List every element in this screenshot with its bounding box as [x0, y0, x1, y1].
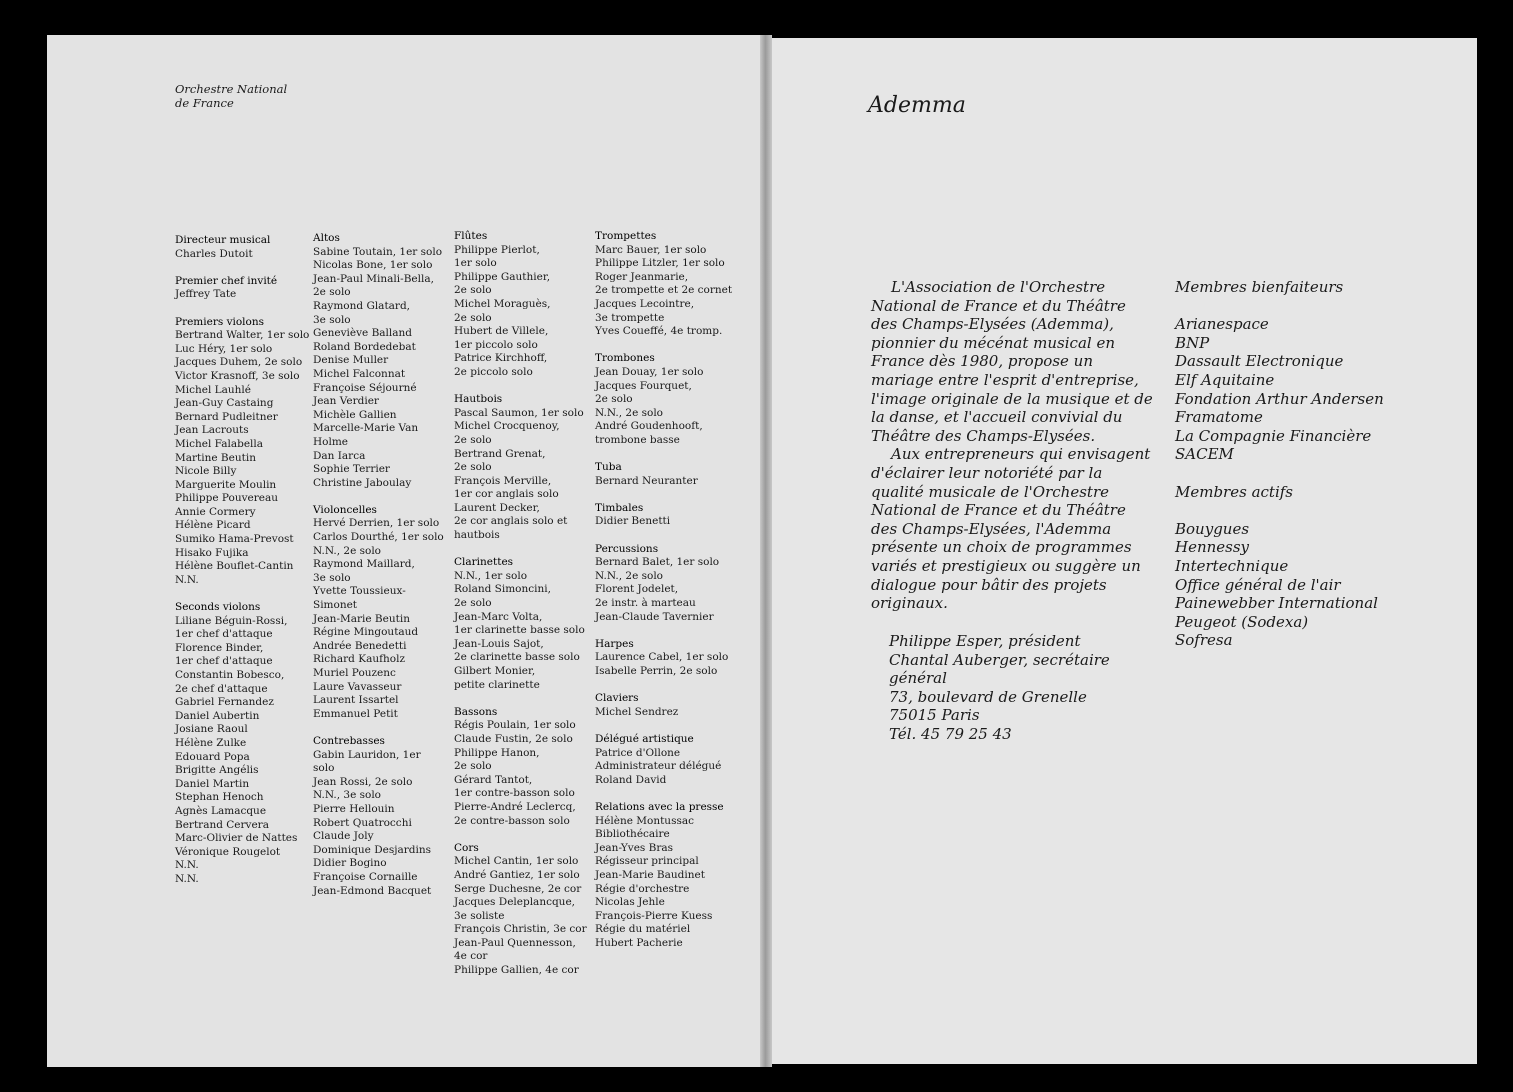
- roster-column-3: [454, 230, 587, 978]
- roster-entry: Jean-Paul Minali-Bella,: [313, 272, 434, 285]
- member-name: Peugeot (Sodexa): [1175, 612, 1309, 631]
- roster-entry: Luc Héry, 1er solo: [175, 342, 273, 355]
- section-heading: Harpes: [595, 637, 634, 650]
- roster-entry: 2e trompette et 2e cornet: [595, 284, 733, 297]
- roster-entry: Jean-Claude Tavernier: [595, 610, 714, 623]
- roster-entry: Richard Kaufholz: [313, 653, 405, 666]
- roster-entry: Roland Bordedebat: [313, 340, 416, 353]
- contact-line: Tél. 45 79 25 43: [889, 724, 1012, 743]
- roster-section: [313, 735, 444, 898]
- roster-entry: François Merville,: [454, 474, 552, 487]
- roster-entry: Régie d'orchestre: [595, 882, 690, 895]
- roster-section: [454, 842, 587, 978]
- roster-entry: Philippe Pierlot,: [454, 243, 540, 256]
- roster-entry: Claude Joly: [313, 830, 374, 843]
- section-heading: Hautbois: [454, 393, 503, 406]
- roster-entry: Jean-Marc Volta,: [454, 610, 543, 623]
- roster-entry: Christine Jaboulay: [313, 476, 412, 489]
- roster-entry: Daniel Martin: [175, 777, 250, 790]
- roster-entry: 1er solo: [454, 257, 497, 270]
- roster-entry: Véronique Rougelot: [175, 845, 281, 858]
- roster-entry: Annie Cormery: [175, 505, 256, 518]
- roster-entry: Régie du matériel: [595, 923, 691, 936]
- roster-entry: Nicole Billy: [175, 465, 237, 478]
- section-heading: Violoncelles: [313, 503, 377, 516]
- section-heading: Premier chef invité: [175, 274, 278, 287]
- roster-entry: Hélène Montussac: [595, 814, 694, 827]
- members-list: [1175, 278, 1384, 650]
- roster-entry: Jean-Yves Bras: [595, 841, 674, 854]
- roster-entry: Régine Mingoutaud: [313, 626, 419, 639]
- roster-entry: Yves Coueffé, 4e tromp.: [595, 325, 723, 338]
- roster-entry: Victor Krasnoff, 3e solo: [175, 369, 300, 382]
- roster-entry: Holme: [313, 435, 349, 448]
- section-heading: Contrebasses: [313, 734, 385, 747]
- roster-entry: Gilbert Monier,: [454, 665, 536, 677]
- roster-entry: 1er piccolo solo: [454, 338, 538, 351]
- roster-entry: Laurent Decker,: [454, 501, 540, 514]
- section-heading: Délégué artistique: [595, 732, 694, 745]
- section-heading: Percussions: [595, 542, 659, 555]
- roster-entry: Geneviève Balland: [313, 327, 413, 340]
- roster-section: [595, 801, 732, 951]
- roster-entry: hautbois: [454, 529, 500, 542]
- roster-entry: Jean Rossi, 2e solo: [313, 775, 413, 788]
- section-heading: Claviers: [595, 692, 639, 705]
- roster-entry: Pierre-André Leclercq,: [454, 800, 576, 813]
- roster-entry: solo: [313, 762, 335, 775]
- roster-entry: André Goudenhooft,: [595, 420, 703, 433]
- roster-section: [595, 638, 732, 679]
- roster-entry: Jean-Marie Baudinet: [595, 868, 705, 881]
- section-heading: Directeur musical: [175, 234, 271, 246]
- roster-entry: Jean-Edmond Bacquet: [313, 884, 432, 897]
- roster-entry: Sumiko Hama-Prevost: [175, 533, 294, 546]
- roster-entry: Muriel Pouzenc: [313, 667, 396, 679]
- member-group: [1175, 278, 1384, 464]
- roster-section: [595, 461, 732, 488]
- roster-entry: Michel Lauhlé: [175, 383, 251, 396]
- roster-column-2: [313, 232, 444, 898]
- section-heading: Seconds violons: [175, 601, 261, 614]
- roster-entry: 2e solo: [595, 393, 633, 406]
- roster-section: [454, 556, 587, 692]
- roster-entry: 2e solo: [454, 760, 492, 773]
- roster-section: [595, 733, 732, 787]
- contact-line: Philippe Esper, président: [889, 632, 1081, 650]
- roster-entry: Jacques Fourquet,: [595, 379, 692, 392]
- header-line: Orchestre National: [175, 82, 288, 96]
- roster-entry: Philippe Hanon,: [454, 746, 540, 759]
- roster-section: [454, 393, 587, 543]
- roster-entry: petite clarinette: [454, 678, 540, 691]
- roster-section: [595, 543, 732, 625]
- section-heading: Trombones: [595, 352, 655, 365]
- roster-entry: Florence Binder,: [175, 641, 264, 654]
- roster-entry: 2e piccolo solo: [454, 365, 533, 378]
- roster-entry: N.N., 3e solo: [313, 789, 382, 802]
- intro-paragraph: Aux entrepreneurs qui envisagent d'éclairer leur notoriété par la qualité musicale de l'Orchestre National de France et du Théâtre des Champs-Elysées, l'Ademma présente un choix de programmes variés et prestigieux ou suggère un dialogue pour bâtir des projets originaux.: [871, 445, 1151, 613]
- roster-entry: Françoise Cornaille: [313, 870, 418, 883]
- member-group-heading: Membres actifs: [1175, 482, 1293, 501]
- roster-entry: 2e solo: [454, 433, 492, 446]
- roster-entry: 4e cor: [454, 950, 488, 963]
- roster-entry: Hélène Picard: [175, 519, 251, 532]
- roster-section: [595, 502, 732, 529]
- roster-entry: Raymond Glatard,: [313, 299, 411, 312]
- roster-entry: Hubert de Villele,: [454, 325, 549, 338]
- roster-entry: Jean Douay, 1er solo: [595, 365, 704, 378]
- section-heading: Altos: [313, 232, 340, 244]
- roster-entry: Bertrand Cervera: [175, 818, 269, 831]
- roster-entry: 2e instr. à marteau: [595, 597, 696, 610]
- roster-entry: Roland David: [595, 773, 667, 786]
- roster-entry: Didier Bogino: [313, 857, 387, 870]
- section-heading: Tuba: [595, 461, 622, 474]
- intro-paragraph: L'Association de l'Orchestre National de France et du Théâtre des Champs-Elysées (Ademma), pionnier du mécénat musical en France dès 1980, propose un mariage entre l'esprit d'entreprise, l'image originale de la musique et de la danse, et l'accueil convivial du Théâtre des Champs-Elysées.: [871, 278, 1153, 445]
- roster-entry: 1er chef d'attaque: [175, 655, 273, 668]
- member-name: Arianespace: [1175, 315, 1269, 334]
- roster-entry: Laurence Cabel, 1er solo: [595, 651, 729, 664]
- roster-entry: 1er chef d'attaque: [175, 628, 273, 641]
- roster-entry: Philippe Pouvereau: [175, 492, 279, 505]
- roster-entry: 1er contre-basson solo: [454, 787, 575, 800]
- roster-entry: N.N.: [175, 573, 199, 586]
- member-group: [1175, 483, 1384, 650]
- roster-section: [454, 706, 587, 828]
- roster-section: [175, 601, 309, 886]
- roster-entry: Liliane Béguin-Rossi,: [175, 614, 288, 627]
- roster-entry: Stephan Henoch: [175, 791, 264, 804]
- orchestra-header-title: [175, 82, 287, 110]
- ademma-title: Ademma: [868, 93, 966, 118]
- roster-entry: Bibliothécaire: [595, 828, 670, 841]
- header-line: de France: [175, 96, 234, 110]
- roster-entry: Edouard Popa: [175, 750, 250, 763]
- roster-entry: Jacques Duhem, 2e solo: [175, 356, 303, 369]
- roster-entry: Laure Vavasseur: [313, 680, 402, 693]
- roster-entry: Jean-Guy Castaing: [175, 397, 274, 410]
- roster-entry: Françoise Séjourné: [313, 381, 417, 394]
- roster-entry: 3e trompette: [595, 311, 665, 324]
- roster-entry: Isabelle Perrin, 2e solo: [595, 665, 718, 677]
- roster-entry: 2e cor anglais solo et: [454, 515, 568, 528]
- roster-entry: Jean-Paul Quennesson,: [454, 936, 576, 949]
- roster-entry: Gabriel Fernandez: [175, 696, 274, 709]
- roster-entry: Roland Simoncini,: [454, 583, 551, 596]
- roster-entry: Jacques Lecointre,: [595, 297, 695, 310]
- member-name: La Compagnie Financière: [1175, 426, 1372, 445]
- roster-entry: Yvette Toussieux-: [313, 585, 406, 598]
- roster-entry: 2e solo: [454, 284, 492, 297]
- member-name: Office général de l'air: [1175, 575, 1341, 594]
- roster-entry: Raymond Maillard,: [313, 558, 415, 571]
- roster-entry: 3e solo: [313, 571, 351, 584]
- roster-section: [313, 504, 444, 722]
- section-heading: Bassons: [454, 705, 498, 718]
- roster-section: [454, 230, 587, 380]
- roster-entry: Emmanuel Petit: [313, 707, 398, 720]
- roster-entry: N.N., 2e solo: [595, 406, 664, 419]
- roster-entry: Bernard Neuranter: [595, 474, 698, 487]
- section-heading: Timbales: [595, 501, 644, 514]
- roster-section: [313, 232, 444, 490]
- member-name: Intertechnique: [1175, 556, 1289, 575]
- roster-entry: Jacques Deleplancque,: [454, 896, 575, 909]
- roster-entry: Philippe Gauthier,: [454, 270, 551, 283]
- roster-entry: Marguerite Moulin: [175, 478, 277, 491]
- ademma-intro: [871, 278, 1156, 613]
- roster-column-4: [595, 230, 732, 950]
- roster-entry: Patrice Kirchhoff,: [454, 352, 548, 365]
- roster-section: [175, 234, 309, 261]
- roster-entry: N.N., 1er solo: [454, 569, 528, 582]
- roster-entry: Régisseur principal: [595, 855, 699, 868]
- roster-entry: Philippe Gallien, 4e cor: [454, 964, 579, 977]
- roster-entry: Bertrand Grenat,: [454, 447, 546, 460]
- section-heading: Trompettes: [595, 230, 657, 242]
- contact-block: [889, 632, 1110, 744]
- roster-entry: Andrée Benedetti: [313, 639, 407, 652]
- section-heading: Relations avec la presse: [595, 800, 724, 813]
- roster-section: [175, 275, 309, 302]
- roster-entry: 2e chef d'attaque: [175, 682, 268, 695]
- roster-entry: Marc-Olivier de Nattes: [175, 832, 298, 845]
- roster-entry: Régis Poulain, 1er solo: [454, 719, 576, 732]
- roster-entry: 3e soliste: [454, 909, 505, 922]
- roster-entry: Michel Sendrez: [595, 705, 679, 718]
- roster-entry: Robert Quatrocchi: [313, 816, 412, 829]
- roster-section: [595, 230, 732, 339]
- roster-entry: Laurent Issartel: [313, 694, 399, 707]
- roster-entry: Serge Duchesne, 2e cor: [454, 882, 582, 895]
- roster-entry: Dan Iarca: [313, 449, 366, 462]
- roster-entry: Sabine Toutain, 1er solo: [313, 245, 443, 258]
- member-name: SACEM: [1175, 445, 1234, 464]
- roster-entry: Nicolas Jehle: [595, 896, 665, 909]
- member-name: Fondation Arthur Andersen: [1175, 389, 1384, 408]
- member-group-heading: Membres bienfaiteurs: [1175, 278, 1344, 296]
- roster-entry: Gabin Lauridon, 1er: [313, 748, 421, 761]
- roster-entry: 2e solo: [454, 311, 492, 324]
- roster-entry: Administrateur délégué: [595, 760, 722, 773]
- roster-entry: Marc Bauer, 1er solo: [595, 243, 707, 256]
- roster-entry: Jean Verdier: [313, 395, 379, 408]
- roster-entry: 2e clarinette basse solo: [454, 651, 580, 664]
- section-heading: Flûtes: [454, 230, 488, 242]
- roster-entry: François Christin, 3e cor: [454, 923, 587, 936]
- member-name: BNP: [1175, 333, 1210, 352]
- roster-entry: N.N., 2e solo: [313, 544, 382, 557]
- roster-entry: Michel Falabella: [175, 437, 264, 450]
- roster-entry: N.N., 2e solo: [595, 569, 664, 582]
- roster-entry: Simonet: [313, 599, 358, 612]
- roster-entry: Claude Fustin, 2e solo: [454, 732, 573, 745]
- roster-section: [175, 316, 309, 588]
- roster-entry: Hélène Zulke: [175, 736, 247, 749]
- roster-entry: Bernard Pudleitner: [175, 410, 278, 423]
- roster-entry: 2e solo: [454, 461, 492, 474]
- roster-entry: Roger Jeanmarie,: [595, 270, 689, 283]
- member-name: Framatome: [1175, 408, 1263, 427]
- roster-entry: Michèle Gallien: [313, 408, 397, 421]
- section-heading: Cors: [454, 841, 479, 854]
- roster-entry: Sophie Terrier: [313, 463, 390, 476]
- roster-entry: Agnès Lamacque: [175, 804, 267, 817]
- roster-entry: 2e solo: [454, 597, 492, 610]
- book-gutter: [760, 35, 772, 1067]
- member-name: Dassault Electronique: [1175, 352, 1344, 371]
- contact-line: 73, boulevard de Grenelle: [889, 687, 1087, 706]
- roster-entry: Brigitte Angélis: [175, 764, 259, 777]
- roster-entry: Gérard Tantot,: [454, 773, 533, 786]
- roster-entry: Pierre Hellouin: [313, 802, 395, 815]
- roster-entry: trombone basse: [595, 433, 680, 446]
- roster-section: [595, 352, 732, 447]
- roster-entry: Daniel Aubertin: [175, 709, 260, 722]
- roster-entry: Bertrand Walter, 1er solo: [175, 329, 310, 342]
- roster-entry: André Gantiez, 1er solo: [454, 868, 580, 881]
- roster-entry: Hervé Derrien, 1er solo: [313, 517, 440, 530]
- roster-entry: Didier Benetti: [595, 515, 671, 528]
- roster-entry: Denise Muller: [313, 354, 389, 367]
- roster-entry: Michel Moraguès,: [454, 297, 551, 310]
- roster-entry: Carlos Dourthé, 1er solo: [313, 531, 444, 544]
- roster-entry: 1er cor anglais solo: [454, 488, 559, 501]
- roster-entry: 3e solo: [313, 313, 351, 326]
- roster-entry: Jean-Louis Sajot,: [454, 637, 544, 650]
- member-name: Elf Aquitaine: [1175, 370, 1275, 389]
- roster-entry: N.N.: [175, 872, 199, 885]
- roster-entry: François-Pierre Kuess: [595, 909, 713, 922]
- roster-entry: Jeffrey Tate: [175, 288, 237, 301]
- roster-entry: Michel Cantin, 1er solo: [454, 855, 579, 868]
- contact-line: Chantal Auberger, secrétaire: [889, 650, 1110, 669]
- roster-entry: Florent Jodelet,: [595, 583, 679, 596]
- roster-entry: Constantin Bobesco,: [175, 669, 285, 681]
- section-heading: Premiers violons: [175, 315, 265, 328]
- roster-entry: 1er clarinette basse solo: [454, 624, 585, 637]
- roster-entry: N.N.: [175, 859, 199, 872]
- roster-entry: Michel Crocquenoy,: [454, 420, 560, 433]
- roster-entry: Martine Beutin: [175, 451, 256, 464]
- roster-entry: Marcelle-Marie Van: [313, 422, 419, 435]
- roster-entry: Philippe Litzler, 1er solo: [595, 257, 725, 270]
- roster-entry: Hisako Fujika: [175, 546, 249, 559]
- roster-entry: Josiane Raoul: [175, 723, 248, 736]
- section-heading: Clarinettes: [454, 556, 514, 569]
- member-name: Painewebber International: [1175, 594, 1378, 613]
- roster-entry: Hélène Bouflet-Cantin: [175, 560, 294, 573]
- roster-section: [595, 692, 732, 719]
- roster-entry: Michel Falconnat: [313, 367, 406, 380]
- roster-entry: Patrice d'Ollone: [595, 746, 681, 759]
- contact-line: 75015 Paris: [889, 706, 980, 725]
- roster-entry: Pascal Saumon, 1er solo: [454, 406, 584, 419]
- contact-line: général: [889, 669, 947, 688]
- roster-entry: Hubert Pacherie: [595, 936, 683, 949]
- member-name: Sofresa: [1175, 631, 1233, 650]
- roster-entry: 2e contre-basson solo: [454, 814, 570, 827]
- roster-entry: Dominique Desjardins: [313, 843, 431, 856]
- roster-entry: 2e solo: [313, 286, 351, 299]
- roster-column-1: [175, 234, 309, 887]
- roster-entry: Charles Dutoit: [175, 247, 253, 260]
- member-name: Hennessy: [1175, 538, 1250, 557]
- roster-entry: Bernard Balet, 1er solo: [595, 556, 720, 569]
- member-name: Bouygues: [1175, 519, 1250, 538]
- roster-entry: Jean Lacrouts: [175, 424, 249, 437]
- roster-entry: Nicolas Bone, 1er solo: [313, 259, 433, 272]
- roster-entry: Jean-Marie Beutin: [313, 612, 410, 625]
